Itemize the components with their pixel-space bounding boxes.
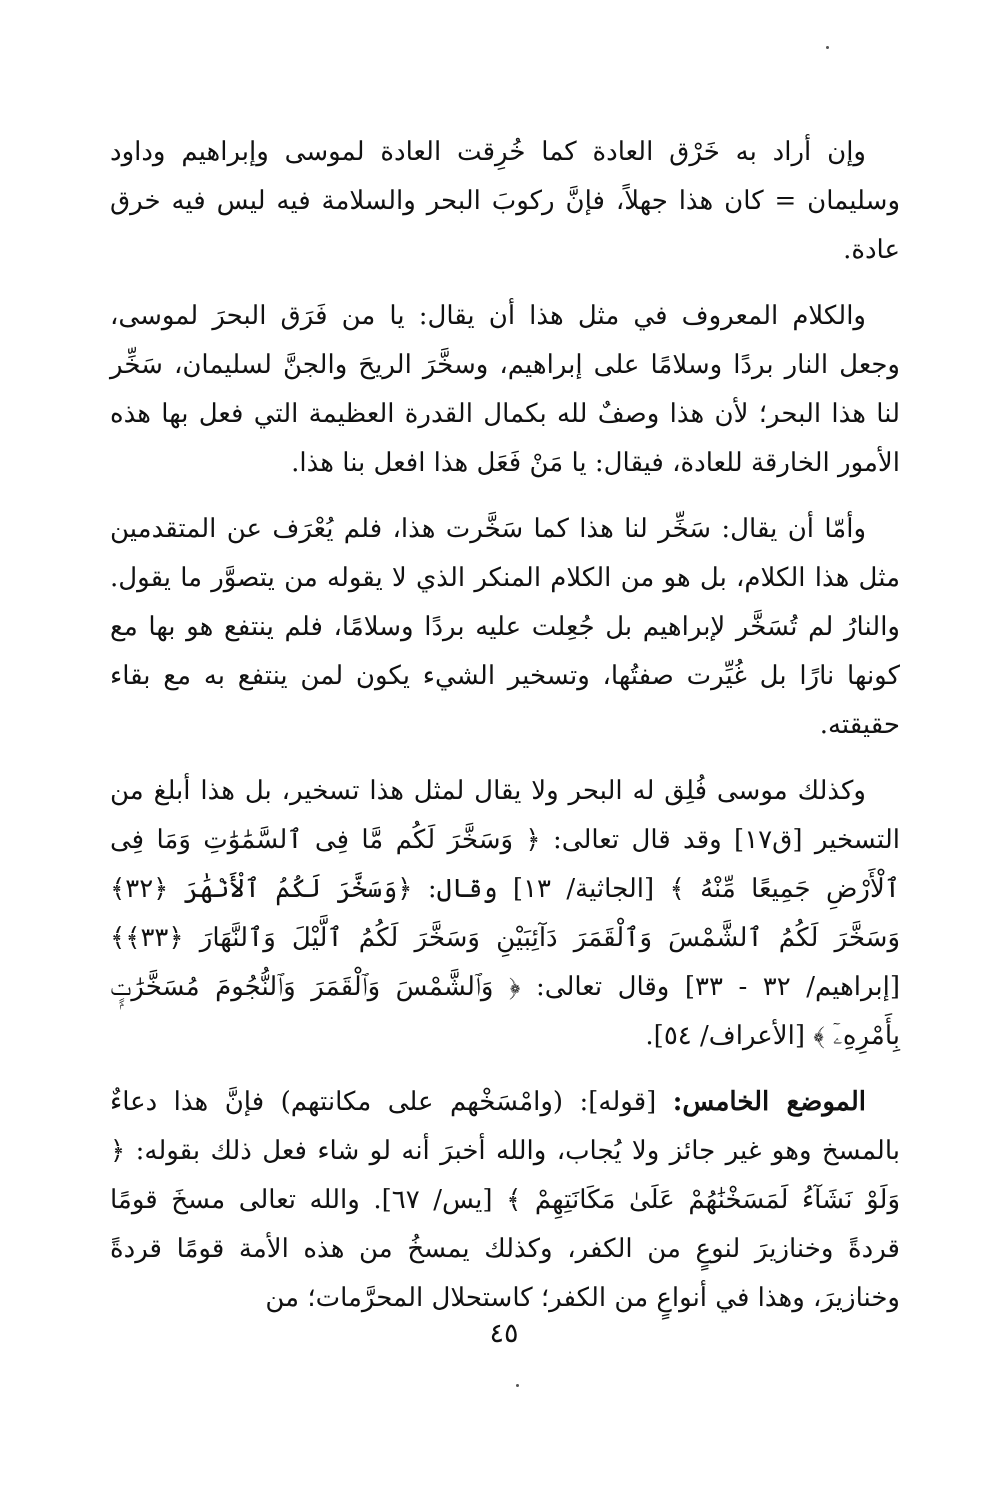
paragraph-text: [قوله]: (وامْسَخْهم على مكانتهم) فإنَّ هذا دعاءٌ بالمسخ وهو غير جائز ولا يُجاب، والله أخبرَ أنه لو شاء فعل ذلك بقوله: ﴿ وَلَوْ نَشَآءُ لَمَسَخْنَٰهُمْ عَلَىٰ مَكَانَتِهِمْ ﴾ [يس/ ٦٧]. والله تعالى مسخَ قومًا قردةً وخنازيرَ لنوعٍ من الكفر، وكذلك يمسخُ من هذه الأمة قومًا قردةً وخنازيرَ، وهذا في أنواعٍ من الكفر؛ كاستحلال المحرَّمات؛ من [110,1087,900,1313]
paragraph-text: وكذلك موسى فُلِق له البحر ولا يقال لمثل هذا تسخير، بل هذا أبلغ من التسخير [ق١٧] وقد قال تعالى: ﴿ وَسَخَّرَ لَكُم مَّا فِى ٱلسَّمَٰوَٰتِ وَمَا فِى ٱلْأَرْضِ جَمِيعًا مِّنْهُ ﴾ [الجاثية/ ١٣] وقال: ﴿وَسَخَّرَ لَكُمُ ٱلْأَنْهَٰرَ ﴿٣٢﴾ وَسَخَّرَ لَكُمُ ٱلشَّمْسَ وَٱلْقَمَرَ دَآئِبَيْنِ وَسَخَّرَ لَكُمُ ٱلَّيْلَ وَٱلنَّهَارَ ﴿٣٣﴾﴾ [إبراهيم/ ٣٢ - ٣٣] وقال تعالى: ﴿ وَٱلشَّمْسَ وَٱلْقَمَرَ وَٱلنُّجُومَ مُسَخَّرَٰتٍۭ بِأَمْرِهِۦٓ ﴾ [الأعراف/ ٥٤]. [110,776,901,1051]
page-number: ٤٥ [489,1318,519,1349]
paragraph [110,505,900,750]
paragraph-text: والكلام المعروف في مثل هذا أن يقال: يا من فَرَق البحرَ لموسى، وجعل النار بردًا وسلامًا على إبراهيم، وسخَّرَ الريحَ والجنَّ لسليمان، سَخِّر لنا هذا البحر؛ لأن هذا وصفٌ لله بكمال القدرة العظيمة التي فعل بها هذه الأمور الخارقة للعادة، فيقال: يا مَنْ فَعَل هذا افعل بنا هذا. [110,301,900,478]
page-body [110,128,900,1340]
paragraph [110,292,900,488]
scan-speck [826,46,829,49]
paragraph [110,767,900,1061]
paragraph [110,1078,900,1323]
paragraph [110,128,900,275]
paragraph-text: وأمّا أن يقال: سَخِّر لنا هذا كما سَخَّرت هذا، فلم يُعْرَف عن المتقدمين مثل هذا الكلام، بل هو من الكلام المنكر الذي لا يقوله من يتصوَّر ما يقول. والنارُ لم تُسَخَّر لإبراهيم بل جُعِلت عليه بردًا وسلامًا، فلم ينتفع هو بها مع كونها نارًا بل غُيِّرت صفتُها، وتسخير الشيء يكون لمن ينتفع به مع بقاء حقيقته. [110,514,900,740]
paragraph-text: وإن أراد به خَرْق العادة كما خُرِقت العادة لموسى وإبراهيم وداود وسليمان = كان هذا جهلاً، فإنَّ ركوبَ البحر والسلامة فيه ليس فيه خرق عادة. [110,137,900,265]
scan-speck [516,1384,519,1387]
section-lead: الموضع الخامس: [672,1087,866,1117]
